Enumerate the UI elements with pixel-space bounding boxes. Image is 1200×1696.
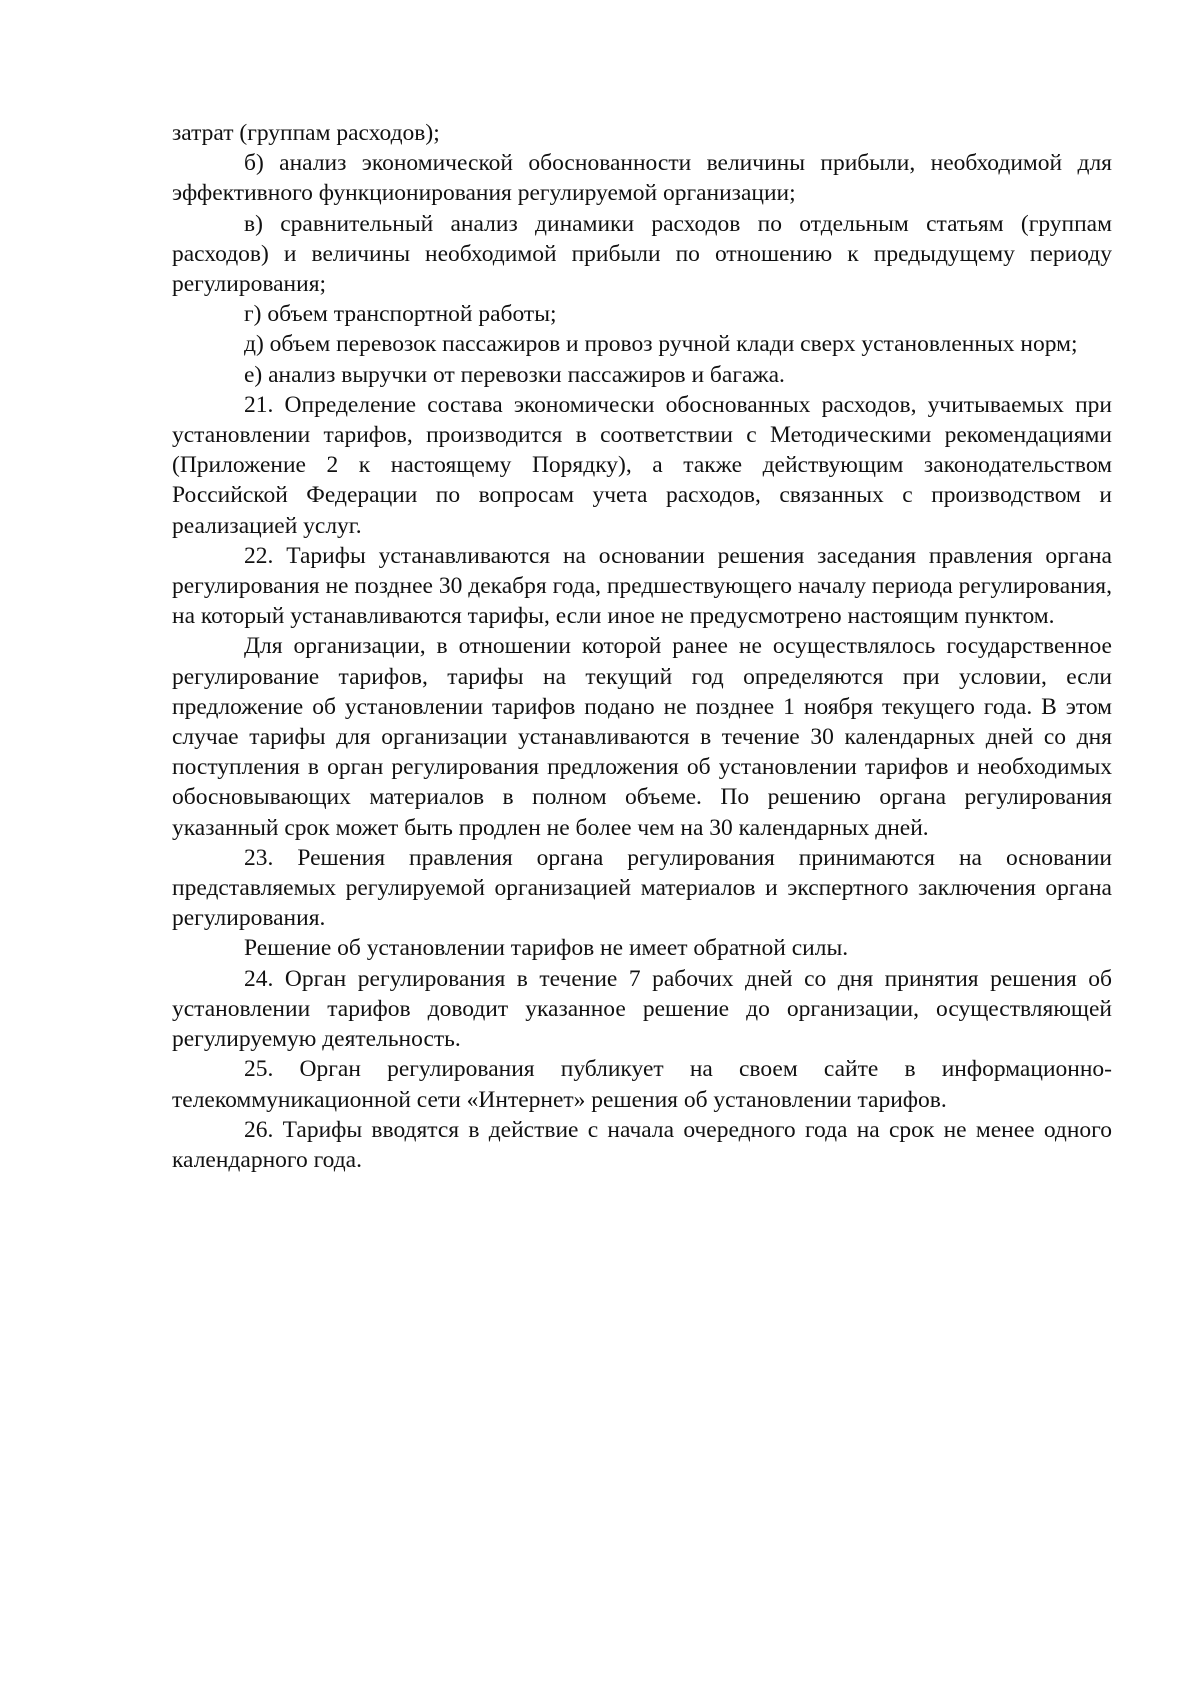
- paragraph-25: 25. Орган регулирования публикует на своем сайте в информационно-телекоммуникационной сети «Интернет» решения об установлении тарифов.: [172, 1056, 1112, 1113]
- paragraph-22: 22. Тарифы устанавливаются на основании решения заседания правления органа регулирования не позднее 30 декабря года, предшествующего началу периода регулирования, на который устанавливаются тарифы, если иное не предусмотрено настоящим пунктом.: [172, 542, 1112, 630]
- paragraph-23: 23. Решения правления органа регулирования принимаются на основании представляемых регулируемой организацией материалов и экспертного заключения органа регулирования.: [172, 844, 1112, 932]
- paragraph-continuation: затрат (группам расходов);: [172, 120, 440, 146]
- paragraph-23-continued: Решение об установлении тарифов не имеет обратной силы.: [244, 935, 849, 962]
- paragraph-21: 21. Определение состава экономически обоснованных расходов, учитываемых при установлении тарифов, производится в соответствии с Методическими рекомендациями (Приложение 2 к настоящему Порядку), а также действующим законодательством Российской Федерации по вопросам учета расходов, связанных с производством и реализацией услуг.: [172, 391, 1112, 539]
- paragraph-item-g: г) объем транспортной работы;: [244, 301, 557, 328]
- paragraph-item-d: д) объем перевозок пассажиров и провоз ручной клади сверх установленных норм;: [244, 331, 1078, 358]
- paragraph-item-e: е) анализ выручки от перевозки пассажиров и багажа.: [244, 361, 785, 388]
- paragraph-26: 26. Тарифы вводятся в действие с начала очередного года на срок не менее одного календарного года.: [172, 1116, 1112, 1173]
- paragraph-24: 24. Орган регулирования в течение 7 рабочих дней со дня принятия решения об установлении тарифов доводит указанное решение до организации, осуществляющей регулируемую деятельность.: [172, 965, 1112, 1053]
- paragraph-item-v: в) сравнительный анализ динамики расходов по отдельным статьям (группам расходов) и величины необходимой прибыли по отношению к предыдущему периоду регулирования;: [172, 210, 1112, 298]
- paragraph-item-b: б) анализ экономической обоснованности величины прибыли, необходимой для эффективного функционирования регулируемой организации;: [172, 150, 1112, 207]
- paragraph-22-continued: Для организации, в отношении которой ранее не осуществлялось государственное регулирование тарифов, тарифы на текущий год определяются при условии, если предложение об установлении тарифов подано не позднее 1 ноября текущего года. В этом случае тарифы для организации устанавливаются в течение 30 календарных дней со дня поступления в орган регулирования предложения об установлении тарифов и необходимых обосновывающих материалов в полном объеме. По решению органа регулирования указанный срок может быть продлен не более чем на 30 календарных дней.: [172, 633, 1112, 841]
- document-body: [172, 118, 1112, 1175]
